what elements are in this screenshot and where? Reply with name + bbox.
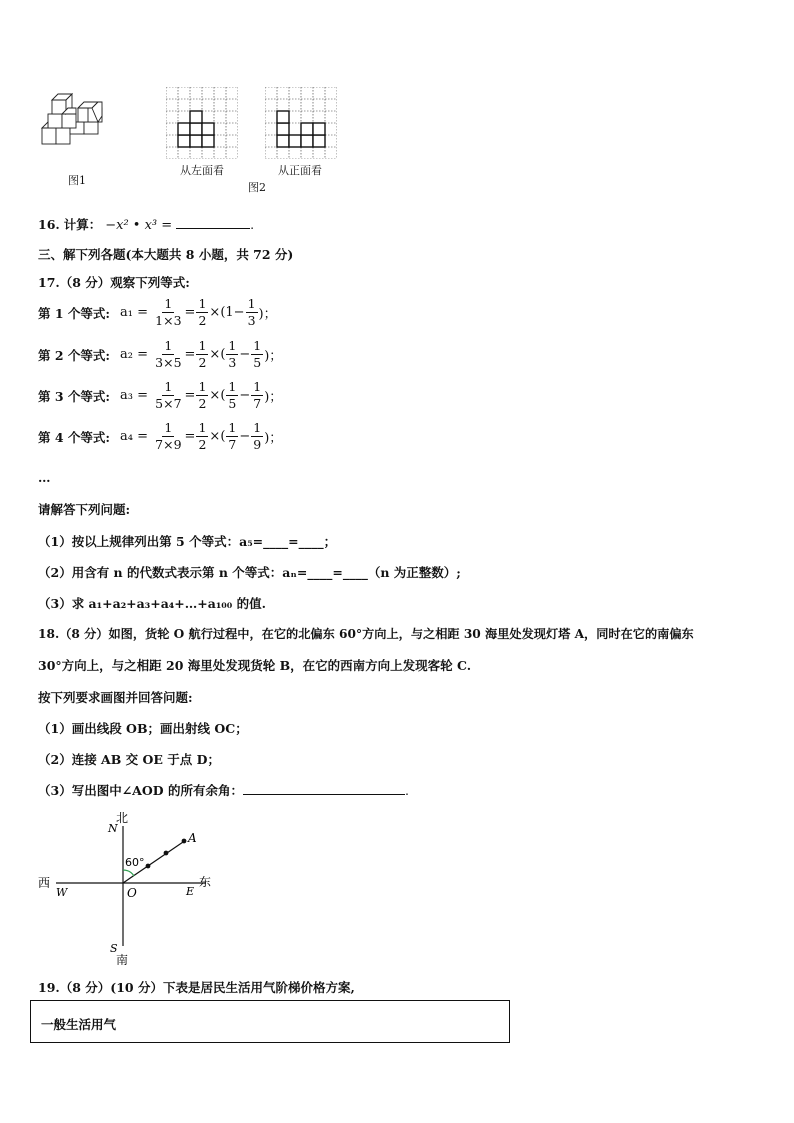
angle-label: 60° xyxy=(125,856,145,869)
q18-line3: 按下列要求画图并回答问题: xyxy=(38,690,193,705)
q16-expression: −x² • x³ = xyxy=(105,218,173,233)
q19-price-table xyxy=(30,1000,510,1043)
east-cn-label: 东 xyxy=(199,875,212,889)
q17-sub1: （1）按以上规律列出第 5 个等式：a₅=____=____； xyxy=(38,534,337,549)
figure2-left-view-grid xyxy=(166,87,238,159)
question-17-header: 17.（8 分）观察下列等式: xyxy=(38,275,190,290)
figure2-front-view-grid xyxy=(265,87,337,159)
east-label: E xyxy=(186,885,195,898)
q17-equation-1: 第 1 个等式: a₁ = $\frac{1}{1\times 3}$ = $\frac{1}{2}$ × (1− $\frac{1}{3}$ )； xyxy=(38,296,277,328)
origin-label: O xyxy=(127,886,137,900)
compass-diagram xyxy=(36,806,226,968)
north-label: N xyxy=(108,822,118,835)
west-label: W xyxy=(56,886,68,899)
south-label: S xyxy=(110,942,118,955)
north-cn-label: 北 xyxy=(116,811,129,825)
angle-arc xyxy=(123,870,134,876)
point-dot-2 xyxy=(164,851,169,856)
figure2-caption: 图2 xyxy=(248,181,266,194)
q17-equation-4: 第 4 个等式: a₄ = $\frac{1}{7\times 9}$ = $\frac{1}{2}$ × ( $\frac{1}{7}$ − $\frac{1}{9}$ )； xyxy=(38,420,283,452)
point-a-dot xyxy=(182,839,187,844)
q16-answer-blank[interactable] xyxy=(176,228,250,229)
section-3-title: 三、解下列各题(本大题共 8 小题，共 72 分) xyxy=(38,247,294,262)
q17-equation-3: 第 3 个等式: a₃ = $\frac{1}{5\times 7}$ = $\frac{1}{2}$ × ( $\frac{1}{5}$ − $\frac{1}{7}$ )； xyxy=(38,379,283,411)
q17-ellipsis: … xyxy=(38,470,51,485)
figure1-cubes xyxy=(38,92,108,150)
q17-sub3: （3）求 a₁+a₂+a₃+a₄+…+a₁₀₀ 的值. xyxy=(38,596,266,611)
q17-sub2: （2）用含有 n 的代数式表示第 n 个等式：aₙ=____=____（n 为正整数）; xyxy=(38,565,461,580)
figure1-caption: 图1 xyxy=(68,174,86,187)
question-16: 16. 计算： −x² • x³ = . xyxy=(38,217,255,233)
figure2-front-view-caption: 从正面看 xyxy=(278,164,322,177)
table-first-row-label: 一般生活用气 xyxy=(41,1017,117,1032)
point-a-label: A xyxy=(188,831,197,845)
q18-answer-blank[interactable] xyxy=(243,794,405,795)
q18-sub2: （2）连接 AB 交 OE 于点 D； xyxy=(38,752,220,767)
q17-equation-2: 第 2 个等式: a₂ = $\frac{1}{3\times 5}$ = $\frac{1}{2}$ × ( $\frac{1}{3}$ − $\frac{1}{5}$ )； xyxy=(38,338,283,370)
south-cn-label: 南 xyxy=(116,953,129,967)
q17-prompt: 请解答下列问题: xyxy=(38,502,131,517)
q18-line1: 18.（8 分）如图，货轮 O 航行过程中，在它的北偏东 60°方向上，与之相距 30 海里处发现灯塔 A，同时在它的南偏东 xyxy=(38,627,694,641)
point-dot-1 xyxy=(146,864,151,869)
q18-sub1: （1）画出线段 OB；画出射线 OC； xyxy=(38,721,248,736)
q19-header: 19.（8 分）(10 分）下表是居民生活用气阶梯价格方案, xyxy=(38,980,355,995)
figure2-left-view-caption: 从左面看 xyxy=(180,164,224,177)
q18-sub3: （3）写出图中∠AOD 的所有余角： . xyxy=(38,783,409,798)
q18-line2: 30°方向上，与之相距 20 海里处发现货轮 B，在它的西南方向上发现客轮 C. xyxy=(38,658,472,673)
west-cn-label: 西 xyxy=(38,876,51,890)
